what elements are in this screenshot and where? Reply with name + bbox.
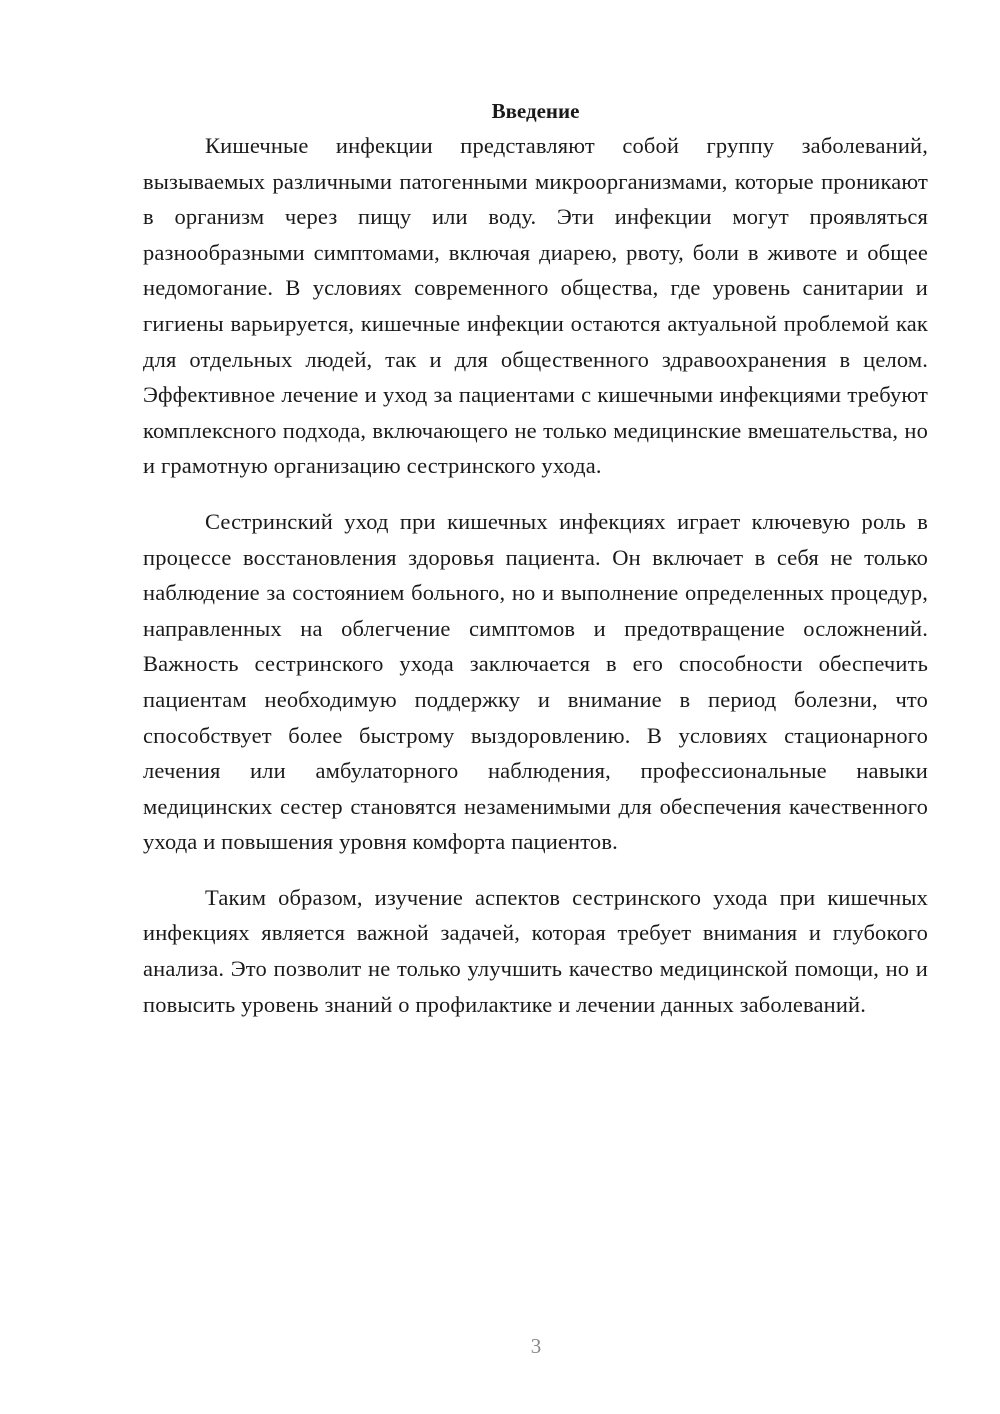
paragraph-3: Таким образом, изучение аспектов сестринского ухода при кишечных инфекциях является важной задачей, которая требует внимания и глубокого анализа. Это позволит не только улучшить качество медицинской помощи, но и повысить уровень знаний о профилактике и лечении данных заболеваний. bbox=[143, 884, 928, 1017]
paragraph-1: Кишечные инфекции представляют собой группу заболеваний, вызываемых различными патогенными микроорганизмами, которые проникают в организм через пищу или воду. Эти инфекции могут проявляться разнообразными симптомами, включая диарею, рвоту, боли в животе и общее недомогание. В условиях современного общества, где уровень санитарии и гигиены варьируется, кишечные инфекции остаются актуальной проблемой как для отдельных людей, так и для общественного здравоохранения в целом. Эффективное лечение и уход за пациентами с кишечными инфекциями требуют комплексного подхода, включающего не только медицинские вмешательства, но и грамотную организацию сестринского ухода. bbox=[143, 133, 928, 479]
paragraph-2: Сестринский уход при кишечных инфекциях играет ключевую роль в процессе восстановления здоровья пациента. Он включает в себя не только наблюдение за состоянием больного, но и выполнение определенных процедур, направленных на облегчение симптомов и предотвращение осложнений. Важность сестринского ухода заключается в его способности обеспечить пациентам необходимую поддержку и внимание в период болезни, что способствует более быстрому выздоровлению. В условиях стационарного лечения или амбулаторного наблюдения, профессиональные навыки медицинских сестер становятся незаменимыми для обеспечения качественного ухода и повышения уровня комфорта пациентов. bbox=[143, 508, 928, 855]
section-heading: Введение bbox=[491, 99, 580, 123]
page-number: 3 bbox=[530, 1334, 542, 1358]
page-content bbox=[143, 96, 928, 1042]
